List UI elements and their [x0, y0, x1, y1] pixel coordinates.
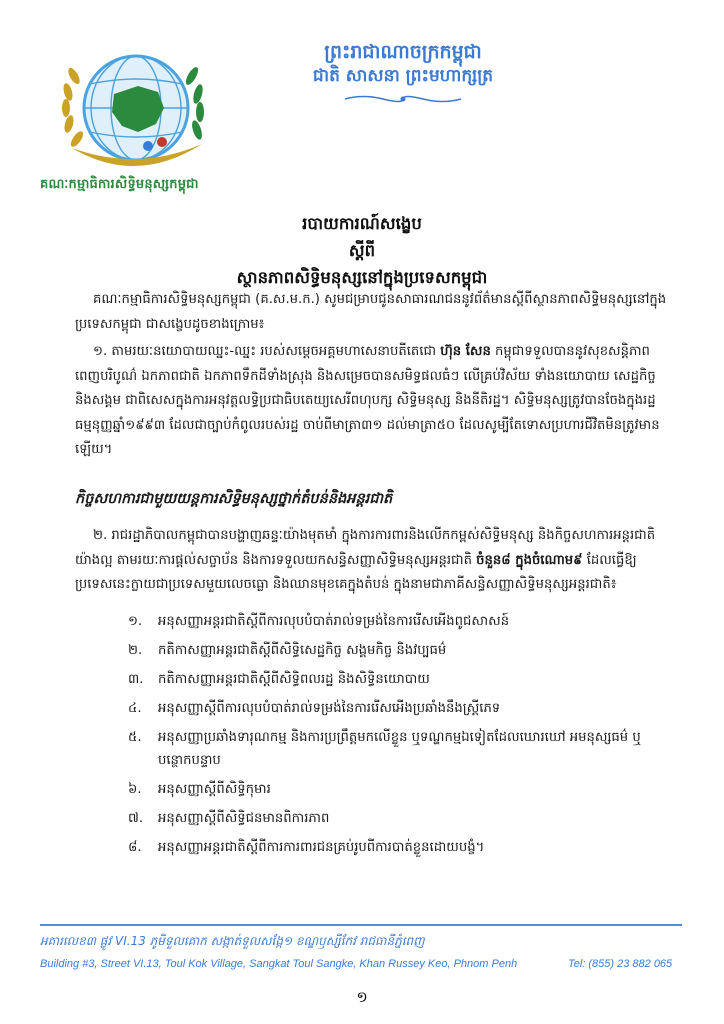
intro-paragraph: គណៈកម្មាធិការសិទ្ធិមនុស្សកម្ពុជា (គ.ស.ម.ក.) សូមជម្រាបជូនសាធារណជននូវព័ត៌មានស្តីពីស្ថានភាពសិទ្ធិមនុស្សនៅក្នុងប្រទេសកម្ពុជា ជាសង្ខេបដូចខាងក្រោម៖	[75, 292, 667, 332]
list-item: ៤. អនុសញ្ញាស្តីពីការលុបបំបាត់រាល់ទម្រង់នៃការរើសអើងប្រឆាំងនឹងស្ត្រីភេទ	[128, 701, 501, 716]
chrc-logo	[52, 36, 228, 176]
document-title	[120, 210, 604, 291]
list-item: ៦. អនុសញ្ញាស្តីពីសិទ្ធិកុមារ	[128, 782, 271, 797]
paragraph-text: តាមរយៈនយោបាយឈ្នះ-ឈ្នះ របស់សម្តេចអគ្គមហាសេនាបតីតេជោ	[111, 344, 441, 359]
wheat-wreath-icon	[62, 66, 86, 148]
list-item: ៣. កតិកាសញ្ញាអន្តរជាតិស្តីពីសិទ្ធិពលរដ្ឋ និងសិទ្ធិនយោបាយ	[128, 672, 430, 687]
paragraph-text-cont: ដែលធ្វើឱ្យប្រទេសនេះក្លាយជាប្រទេសមួយលេចធ្លោ និងឈានមុខគេក្នុងតំបន់ ក្នុងនាមជាភាគីសន្ធិសញ្ញាសិទ្ធិមនុស្សអន្តរជាតិ៖	[75, 552, 637, 592]
footer-telephone: Tel: (855) 23 882 065	[568, 958, 673, 970]
conventions-list	[128, 610, 648, 865]
paragraph-number: ២.	[93, 528, 108, 543]
list-item: ២. កតិកាសញ្ញាអន្តរជាតិស្តីពីសិទ្ធិសេដ្ឋកិច្ច សង្គមកិច្ច និងវប្បធម៌	[128, 643, 447, 658]
paragraph-number: ១.	[93, 344, 108, 359]
list-item: ១. អនុសញ្ញាអន្តរជាតិស្តីពីការលុបបំបាត់រាល់ទម្រង់នៃការរើសអើងពូជសាសន៍	[128, 614, 510, 629]
title-line3: ស្ថានភាពសិទ្ធិមនុស្សនៅក្នុងប្រទេសកម្ពុជា	[236, 268, 488, 287]
paragraph-text: រាជរដ្ឋាភិបាលកម្ពុជាបានបង្ហាញឆន្ទៈយ៉ាងមុតមាំ ក្នុងការការពារនិងលើកកម្ពស់សិទ្ធិមនុស្ស និងកិច្ចសហការអន្តរជាតិយ៉ាងល្អ តាមរយៈការផ្តល់សច្ចាប័ន និងការទទួលយកសន្ធិសញ្ញាសិទ្ធិមនុស្សអន្តរជាតិ	[75, 528, 656, 568]
page-number: ១	[356, 988, 368, 1006]
kingdom-motto	[258, 40, 548, 108]
footer-address-english: Building #3, Street VI.13, Toul Kok Village, Sangkat Toul Sangke, Khan Russey Keo, Phnom Penh	[40, 958, 518, 970]
section-heading: កិច្ចសហការជាមួយយន្តការសិទ្ធិមនុស្សថ្នាក់តំបន់និងអន្តរជាតិ	[75, 491, 393, 507]
list-item: ៥. អនុសញ្ញាប្រឆាំងទារុណកម្ម និងការប្រព្រឹត្តមកលើខ្លួន ឬទណ្ឌកម្មឯទៀតដែលឃោរឃៅ អមនុស្សធម៌ ឬបន្ថោកបន្ទាប	[128, 730, 641, 768]
paragraph-2	[75, 524, 670, 598]
kingdom-line1: ព្រះរាជាណាចក្រកម្ពុជា	[324, 41, 482, 63]
bold-name: ហ៊ុន សែន	[440, 344, 491, 359]
org-name: គណៈកម្មាធិការសិទ្ធិមនុស្សកម្ពុជា	[40, 177, 199, 192]
list-item: ៧. អនុសញ្ញាស្តីពីសិទ្ធិជនមានពិការភាព	[128, 811, 330, 826]
title-line2: ស្តីពី	[348, 241, 376, 260]
paragraph-text-cont: កម្ពុជាទទួលបាននូវសុខសន្តិភាពពេញបរិបូណ៌ ឯកភាពជាតិ ឯកភាពទឹកដីទាំងស្រុង និងសម្រេចបានសមិទ្ធផលធំៗ លើគ្រប់វិស័យ ទាំងនយោបាយ សេដ្ឋកិច្ច និងសង្គម ជាពិសេសក្នុងការអនុវត្តលទ្ធិប្រជាធិបតេយ្យសេរីពហុបក្ស សិទ្ធិមនុស្ស និងនីតិរដ្ឋ។ សិទ្ធិមនុស្សត្រូវបានចែងក្នុងរដ្ឋធម្មនុញ្ញឆ្នាំ១៩៩៣ ដែលជាច្បាប់កំពូលរបស់រដ្ឋ ចាប់ពីមាត្រា៣១ ដល់មាត្រា៥០ ដែលសូម្បីតែទោសប្រហារជីវិតមិនត្រូវមានឡើយ។	[75, 344, 660, 457]
list-item: ៨. អនុសញ្ញាអន្តរជាតិស្តីពីការការពារជនគ្រប់រូបពីការបាត់ខ្លួនដោយបង្ខំ។	[128, 840, 485, 855]
footer-divider	[40, 924, 682, 926]
bold-count: ចំនួន៨ ក្នុងចំណោម៩	[476, 552, 583, 568]
title-line1: របាយការណ៍សង្ខេប	[302, 214, 422, 233]
ornament-divider-icon	[343, 94, 463, 104]
paragraph-1	[75, 340, 670, 463]
footer-address-khmer: អគារលេខ៣ ផ្លូវ VI.13 ភូមិទួលគោក សង្កាត់ទួលសង្កែ១ ខណ្ឌឫស្សីកែវ រាជធានីភ្នំពេញ	[40, 934, 425, 948]
kingdom-line2: ជាតិ សាសនា ព្រះមហាក្សត្រ	[312, 66, 494, 86]
